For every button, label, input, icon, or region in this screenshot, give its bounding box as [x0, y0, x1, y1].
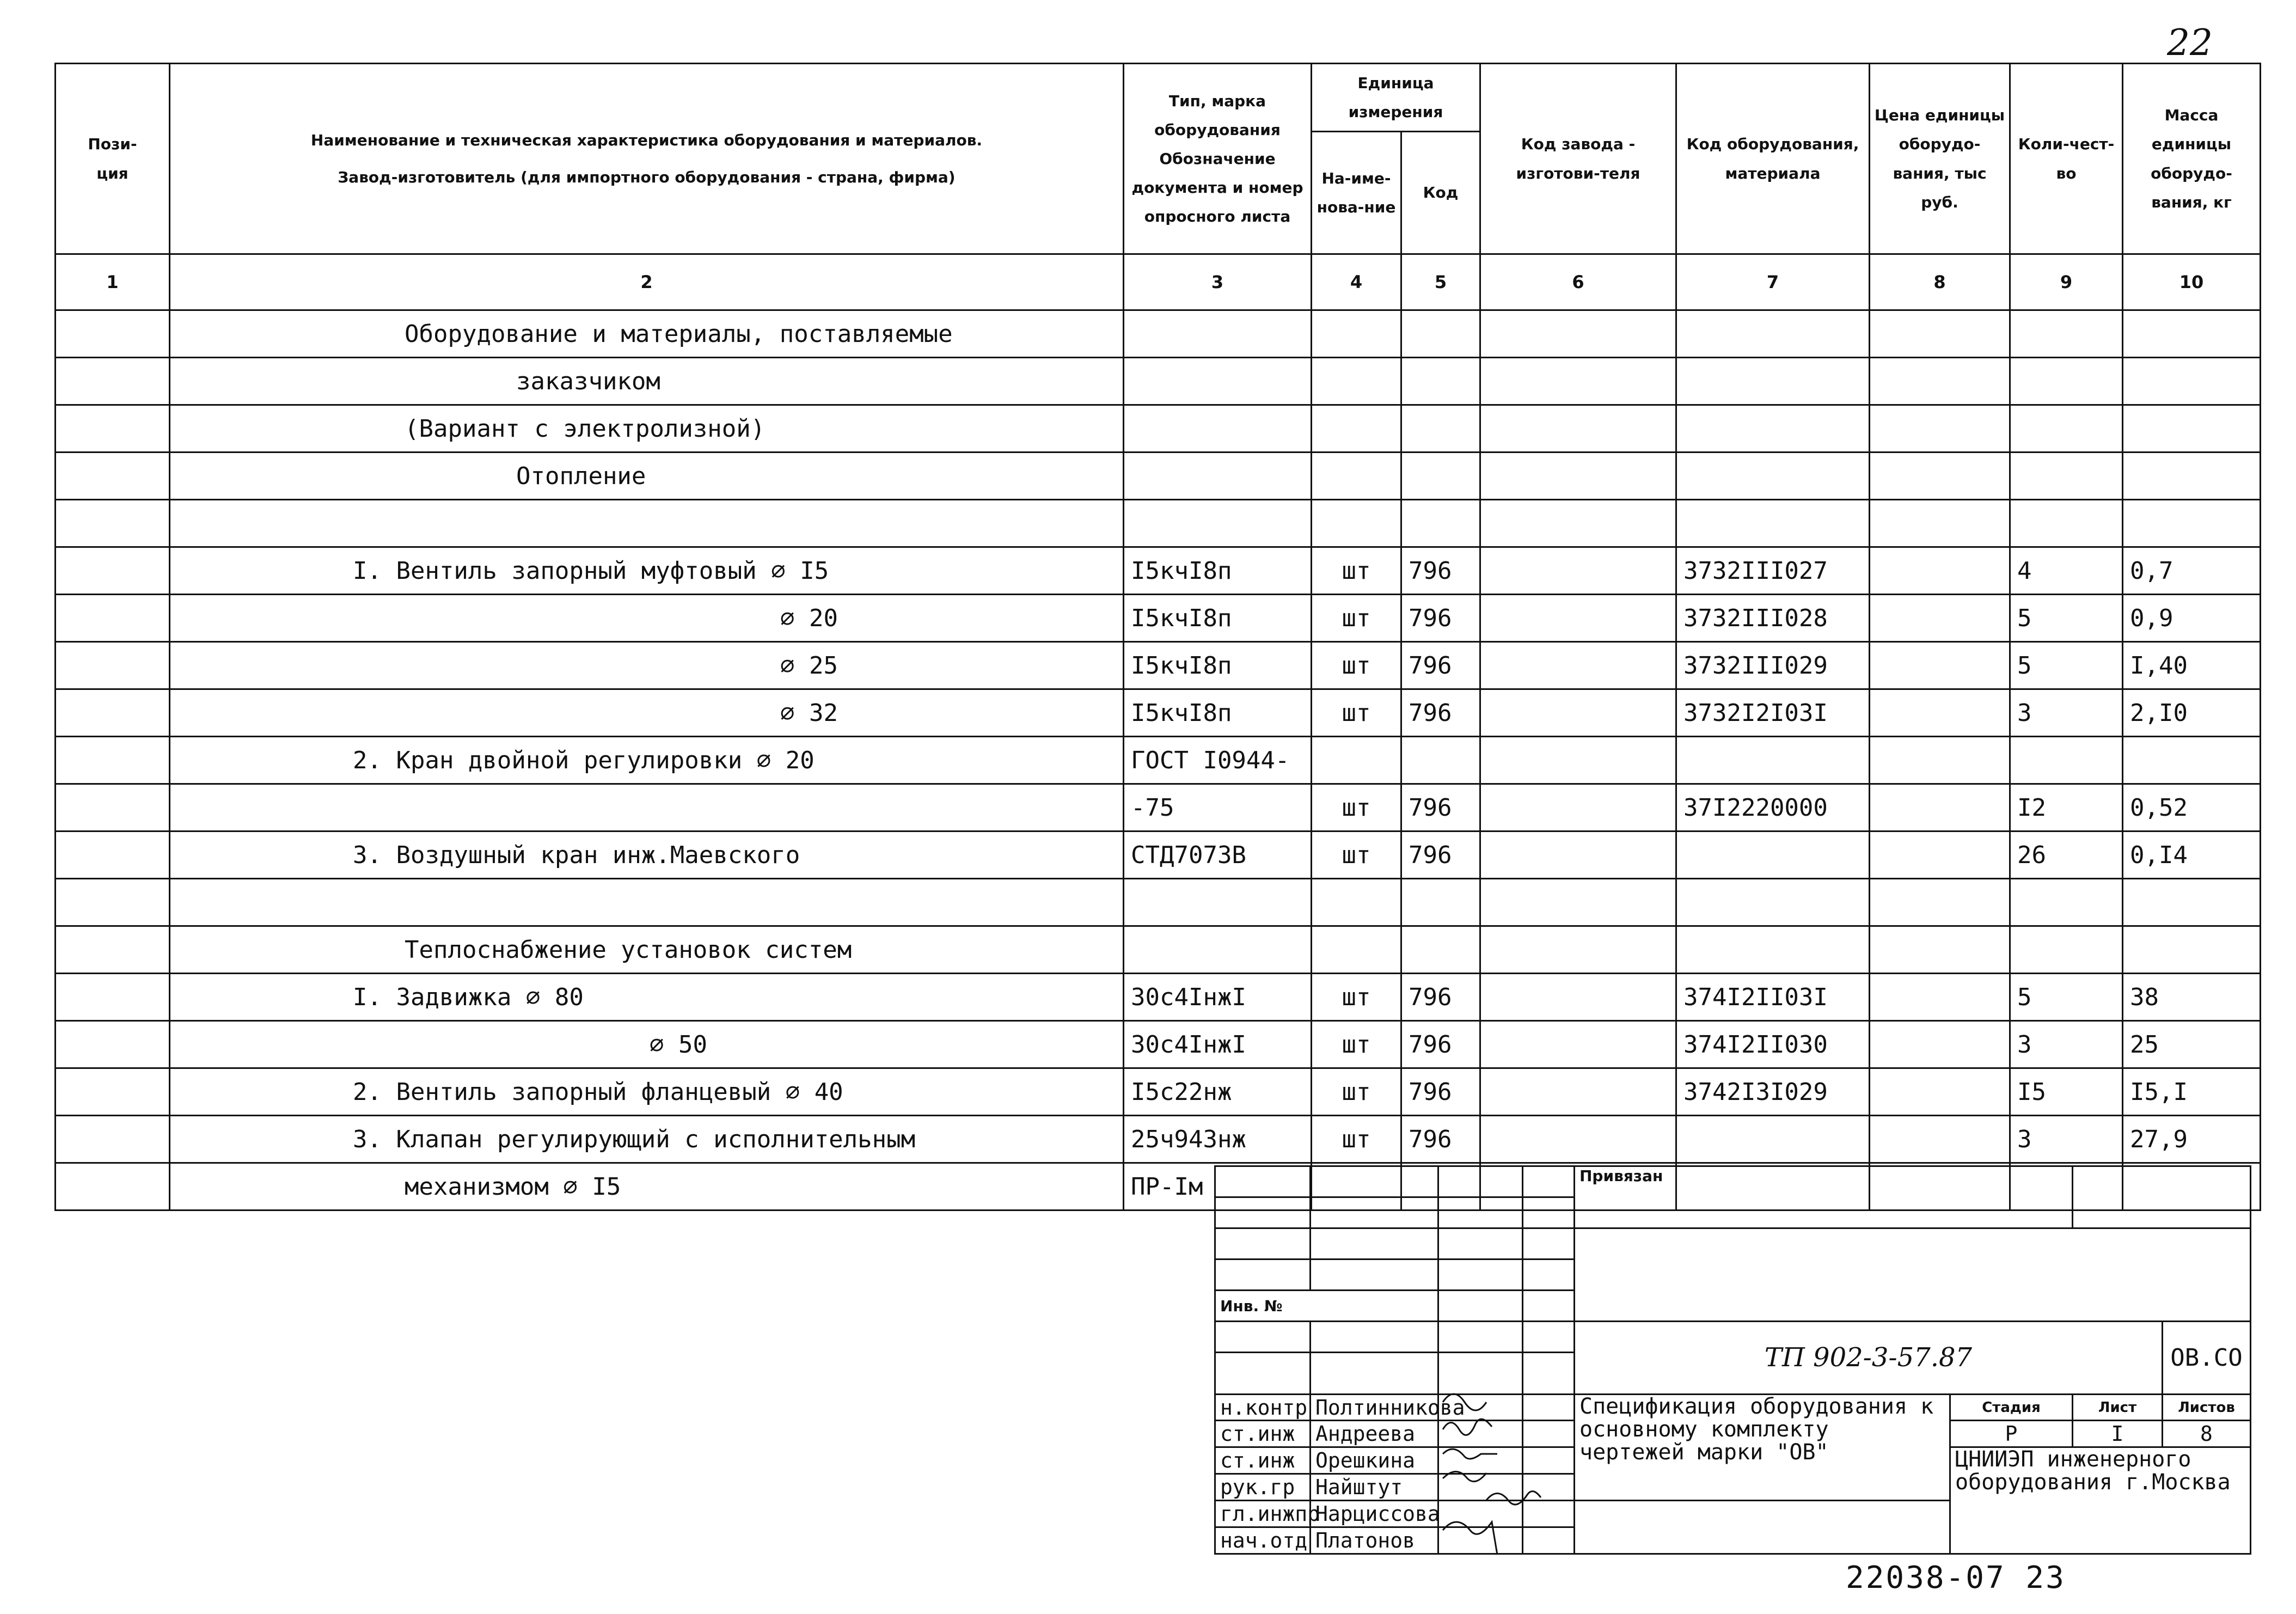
cell-col-10	[2123, 926, 2261, 974]
header-unit-code: Код	[1401, 132, 1480, 254]
cell-col-1	[56, 1068, 170, 1116]
cell-col-3	[1124, 926, 1312, 974]
cell-col-1	[56, 642, 170, 689]
cell-col-5	[1401, 310, 1480, 358]
cell-col-1	[56, 926, 170, 974]
page-number: 22	[2167, 22, 2213, 64]
stage-label: Стадия	[1950, 1394, 2073, 1421]
header-plant-code: Код завода - изготови-теля	[1480, 64, 1676, 254]
cell-col-7	[1676, 879, 1870, 926]
colnum-8: 8	[1870, 254, 2010, 310]
table-row	[56, 405, 2261, 453]
colnum-4: 4	[1312, 254, 1401, 310]
role-5: гл.инжпр	[1215, 1501, 1311, 1527]
cell-col-10: 0,52	[2123, 784, 2261, 832]
cell-col-5: 796	[1401, 595, 1480, 642]
cell-col-7	[1676, 1116, 1870, 1163]
cell-col-9	[2010, 500, 2123, 547]
specification-body	[56, 310, 2261, 1210]
document-mark: ОВ.СО	[2163, 1322, 2251, 1394]
cell-col-1	[56, 974, 170, 1021]
colnum-7: 7	[1676, 254, 1870, 310]
cell-col-7: 3732III027	[1676, 547, 1870, 595]
cell-col-10: 0,9	[2123, 595, 2261, 642]
cell-col-3: -75	[1124, 784, 1312, 832]
cell-col-1	[56, 1163, 170, 1210]
cell-col-7: 3732III028	[1676, 595, 1870, 642]
colnum-2: 2	[170, 254, 1124, 310]
cell-col-10	[2123, 310, 2261, 358]
cell-col-6	[1480, 453, 1676, 500]
cell-col-8	[1870, 547, 2010, 595]
cell-col-7: 3732I2I03I	[1676, 689, 1870, 737]
cell-col-9: 5	[2010, 595, 2123, 642]
sheet-value: I	[2073, 1421, 2163, 1447]
stage-value: Р	[1950, 1421, 2073, 1447]
cell-col-3: I5кчI8п	[1124, 595, 1312, 642]
sheets-label: Листов	[2163, 1394, 2251, 1421]
cell-col-1	[56, 737, 170, 784]
archive-number: 22038-07 23	[1846, 1560, 2066, 1595]
header-mass: Масса единицы оборудо-вания, кг	[2123, 64, 2261, 254]
cell-col-3: I5кчI8п	[1124, 689, 1312, 737]
cell-col-9	[2010, 926, 2123, 974]
cell-col-2: ∅ 50	[170, 1021, 1124, 1068]
cell-col-10	[2123, 453, 2261, 500]
cell-col-2	[170, 784, 1124, 832]
cell-col-4	[1312, 358, 1401, 405]
cell-col-3	[1124, 453, 1312, 500]
role-6: нач.отд	[1215, 1527, 1311, 1554]
cell-col-2: I. Задвижка ∅ 80	[170, 974, 1124, 1021]
document-code-text: ТП 902-3-57.87	[1764, 1342, 1973, 1373]
colnum-5: 5	[1401, 254, 1480, 310]
table-row	[56, 737, 2261, 784]
cell-col-5	[1401, 879, 1480, 926]
signature-mark-1	[1443, 1394, 1486, 1410]
cell-col-1	[56, 310, 170, 358]
cell-col-10: 38	[2123, 974, 2261, 1021]
name-6: Платонов	[1311, 1527, 1438, 1554]
cell-col-7: 374I2II030	[1676, 1021, 1870, 1068]
signature-mark-6	[1443, 1522, 1497, 1555]
header-position: Пози- ция	[56, 64, 170, 254]
name-2: Андреева	[1311, 1421, 1438, 1447]
name-1: Полтинникова	[1311, 1394, 1438, 1421]
cell-col-2: ∅ 32	[170, 689, 1124, 737]
cell-col-6	[1480, 547, 1676, 595]
name-3: Орешкина	[1311, 1447, 1438, 1474]
cell-col-9	[2010, 453, 2123, 500]
cell-col-6	[1480, 595, 1676, 642]
cell-col-6	[1480, 405, 1676, 453]
cell-col-8	[1870, 358, 2010, 405]
cell-col-6	[1480, 642, 1676, 689]
signature-mark-2	[1443, 1419, 1492, 1435]
cell-col-3: I5кчI8п	[1124, 547, 1312, 595]
name-5: Нарциссова	[1311, 1501, 1438, 1527]
cell-col-1	[56, 832, 170, 879]
cell-col-8	[1870, 500, 2010, 547]
cell-col-8	[1870, 642, 2010, 689]
cell-col-1	[56, 405, 170, 453]
cell-col-1	[56, 358, 170, 405]
cell-col-6	[1480, 879, 1676, 926]
table-row	[56, 358, 2261, 405]
cell-col-3: ПР-Iм	[1124, 1163, 1312, 1210]
cell-col-4: шт	[1312, 784, 1401, 832]
cell-col-3: 30с4IнжI	[1124, 974, 1312, 1021]
cell-col-9	[2010, 879, 2123, 926]
cell-col-8	[1870, 926, 2010, 974]
table-row	[56, 689, 2261, 737]
cell-col-7	[1676, 500, 1870, 547]
cell-col-10: I,40	[2123, 642, 2261, 689]
cell-col-2	[170, 879, 1124, 926]
table-row	[56, 926, 2261, 974]
table-row	[56, 547, 2261, 595]
cell-col-3: I5с22нж	[1124, 1068, 1312, 1116]
cell-col-10: I5,I	[2123, 1068, 2261, 1116]
role-2: ст.инж	[1215, 1421, 1311, 1447]
cell-col-9: 5	[2010, 974, 2123, 1021]
cell-col-9: 3	[2010, 1021, 2123, 1068]
cell-col-5	[1401, 405, 1480, 453]
table-row	[56, 1021, 2261, 1068]
cell-col-10: 27,9	[2123, 1116, 2261, 1163]
cell-col-1	[56, 784, 170, 832]
cell-col-4: шт	[1312, 689, 1401, 737]
table-row	[56, 1068, 2261, 1116]
cell-col-10	[2123, 405, 2261, 453]
cell-col-2: (Вариант с электролизной)	[170, 405, 1124, 453]
cell-col-4	[1312, 737, 1401, 784]
cell-col-7	[1676, 832, 1870, 879]
cell-col-2: 2. Кран двойной регулировки ∅ 20	[170, 737, 1124, 784]
cell-col-5: 796	[1401, 832, 1480, 879]
cell-col-9: I2	[2010, 784, 2123, 832]
document-code	[1575, 1322, 2163, 1394]
title-block	[1214, 1165, 2251, 1555]
cell-col-8	[1870, 832, 2010, 879]
table-row	[56, 310, 2261, 358]
cell-col-1	[56, 1021, 170, 1068]
cell-col-9: 3	[2010, 1116, 2123, 1163]
cell-col-4: шт	[1312, 595, 1401, 642]
cell-col-4: шт	[1312, 642, 1401, 689]
cell-col-1	[56, 595, 170, 642]
cell-col-2: Теплоснабжение установок систем	[170, 926, 1124, 974]
cell-col-5	[1401, 926, 1480, 974]
cell-col-7: 37I2220000	[1676, 784, 1870, 832]
cell-col-3	[1124, 310, 1312, 358]
table-row	[56, 642, 2261, 689]
cell-col-10: 2,I0	[2123, 689, 2261, 737]
table-row	[56, 879, 2261, 926]
header-price: Цена единицы оборудо-вания, тыс руб.	[1870, 64, 2010, 254]
cell-col-3: 30с4IнжI	[1124, 1021, 1312, 1068]
cell-col-9: 26	[2010, 832, 2123, 879]
cell-col-5: 796	[1401, 1021, 1480, 1068]
header-unit: Единица измерения	[1312, 64, 1480, 132]
cell-col-8	[1870, 1068, 2010, 1116]
cell-col-7	[1676, 926, 1870, 974]
table-row	[56, 500, 2261, 547]
signature-mark-3	[1443, 1449, 1497, 1459]
cell-col-5: 796	[1401, 1068, 1480, 1116]
cell-col-3: I5кчI8п	[1124, 642, 1312, 689]
cell-col-10: 25	[2123, 1021, 2261, 1068]
cell-col-6	[1480, 974, 1676, 1021]
cell-col-7: 374I2II03I	[1676, 974, 1870, 1021]
cell-col-8	[1870, 879, 2010, 926]
header-unit-name: На-име-нова-ние	[1312, 132, 1401, 254]
cell-col-6	[1480, 310, 1676, 358]
cell-col-7	[1676, 405, 1870, 453]
role-1: н.контр	[1215, 1394, 1311, 1421]
cell-col-8	[1870, 1116, 2010, 1163]
cell-col-8	[1870, 737, 2010, 784]
cell-col-6	[1480, 1068, 1676, 1116]
cell-col-2: I. Вентиль запорный муфтовый ∅ I5	[170, 547, 1124, 595]
cell-col-2: Отопление	[170, 453, 1124, 500]
cell-col-2: ∅ 25	[170, 642, 1124, 689]
cell-col-9: 4	[2010, 547, 2123, 595]
cell-col-7: 3732III029	[1676, 642, 1870, 689]
colnum-3: 3	[1124, 254, 1312, 310]
header-equipment-code: Код оборудования, материала	[1676, 64, 1870, 254]
header-quantity: Коли-чест-во	[2010, 64, 2123, 254]
colnum-9: 9	[2010, 254, 2123, 310]
sheet-label: Лист	[2073, 1394, 2163, 1421]
cell-col-5: 796	[1401, 547, 1480, 595]
cell-col-4	[1312, 500, 1401, 547]
cell-col-1	[56, 1116, 170, 1163]
cell-col-5	[1401, 500, 1480, 547]
cell-col-4: шт	[1312, 1116, 1401, 1163]
cell-col-9: 5	[2010, 642, 2123, 689]
table-row	[56, 453, 2261, 500]
cell-col-6	[1480, 358, 1676, 405]
colnum-6: 6	[1480, 254, 1676, 310]
colnum-10: 10	[2123, 254, 2261, 310]
cell-col-1	[56, 547, 170, 595]
sheets-value: 8	[2163, 1421, 2251, 1447]
cell-col-9	[2010, 358, 2123, 405]
cell-col-2: механизмом ∅ I5	[170, 1163, 1124, 1210]
cell-col-8	[1870, 310, 2010, 358]
cell-col-10	[2123, 879, 2261, 926]
cell-col-6	[1480, 689, 1676, 737]
cell-col-4: шт	[1312, 832, 1401, 879]
table-row	[56, 1116, 2261, 1163]
colnum-1: 1	[56, 254, 170, 310]
cell-col-3	[1124, 500, 1312, 547]
cell-col-10: 0,I4	[2123, 832, 2261, 879]
organization: ЦНИИЭП инженерного оборудования г.Москва	[1950, 1447, 2251, 1554]
header-type: Тип, марка оборудования Обозначение документа и номер опросного листа	[1124, 64, 1312, 254]
cell-col-10	[2123, 500, 2261, 547]
document-title: Спецификация оборудования к основному комплекту чертежей марки "ОВ"	[1575, 1394, 1950, 1501]
cell-col-3	[1124, 879, 1312, 926]
header-name	[170, 64, 1124, 254]
cell-col-8	[1870, 453, 2010, 500]
cell-col-4	[1312, 879, 1401, 926]
role-3: ст.инж	[1215, 1447, 1311, 1474]
privyazan-label: Привязан	[1575, 1166, 2073, 1228]
header-name-line1: Наименование и техническая характеристика оборудования и материалов.	[310, 131, 983, 150]
cell-col-5: 796	[1401, 974, 1480, 1021]
name-4: Найштут	[1311, 1474, 1438, 1501]
cell-col-9: I5	[2010, 1068, 2123, 1116]
cell-col-8	[1870, 784, 2010, 832]
cell-col-5: 796	[1401, 689, 1480, 737]
cell-col-2	[170, 500, 1124, 547]
cell-col-3	[1124, 405, 1312, 453]
cell-col-8	[1870, 595, 2010, 642]
header-name-line2: Завод-изготовитель (для импортного оборудования - страна, фирма)	[338, 168, 956, 186]
cell-col-4	[1312, 926, 1401, 974]
cell-col-10	[2123, 358, 2261, 405]
cell-col-1	[56, 879, 170, 926]
cell-col-3: СТД7073В	[1124, 832, 1312, 879]
cell-col-7	[1676, 737, 1870, 784]
cell-col-4: шт	[1312, 1021, 1401, 1068]
cell-col-10: 0,7	[2123, 547, 2261, 595]
cell-col-4	[1312, 453, 1401, 500]
cell-col-2: заказчиком	[170, 358, 1124, 405]
table-row	[56, 832, 2261, 879]
cell-col-2: Оборудование и материалы, поставляемые	[170, 310, 1124, 358]
table-row	[56, 595, 2261, 642]
cell-col-10	[2123, 737, 2261, 784]
cell-col-2: ∅ 20	[170, 595, 1124, 642]
cell-col-9	[2010, 737, 2123, 784]
cell-col-4	[1312, 310, 1401, 358]
cell-col-7: 3742I3I029	[1676, 1068, 1870, 1116]
cell-col-6	[1480, 832, 1676, 879]
signature-mark-4	[1443, 1472, 1486, 1482]
cell-col-6	[1480, 1116, 1676, 1163]
cell-col-5: 796	[1401, 784, 1480, 832]
cell-col-4: шт	[1312, 1068, 1401, 1116]
table-row	[56, 784, 2261, 832]
cell-col-7	[1676, 453, 1870, 500]
table-row	[56, 974, 2261, 1021]
cell-col-3	[1124, 358, 1312, 405]
cell-col-6	[1480, 1021, 1676, 1068]
specification-table	[54, 63, 2261, 1211]
cell-col-9	[2010, 310, 2123, 358]
cell-col-8	[1870, 405, 2010, 453]
cell-col-8	[1870, 974, 2010, 1021]
signatures	[1437, 1386, 1579, 1566]
cell-col-5	[1401, 453, 1480, 500]
cell-col-4	[1312, 405, 1401, 453]
inventory-label: Инв. №	[1215, 1291, 1438, 1322]
cell-col-2: 3. Клапан регулирующий с исполнительным	[170, 1116, 1124, 1163]
cell-col-1	[56, 689, 170, 737]
cell-col-5	[1401, 737, 1480, 784]
cell-col-6	[1480, 500, 1676, 547]
cell-col-1	[56, 453, 170, 500]
cell-col-3: ГОСТ I0944-	[1124, 737, 1312, 784]
cell-col-2: 2. Вентиль запорный фланцевый ∅ 40	[170, 1068, 1124, 1116]
cell-col-7	[1676, 310, 1870, 358]
signature-mark-5	[1486, 1491, 1541, 1505]
cell-col-3: 25ч943нж	[1124, 1116, 1312, 1163]
cell-col-6	[1480, 926, 1676, 974]
role-4: рук.гр	[1215, 1474, 1311, 1501]
cell-col-5: 796	[1401, 1116, 1480, 1163]
cell-col-4: шт	[1312, 974, 1401, 1021]
cell-col-8	[1870, 1021, 2010, 1068]
cell-col-2: 3. Воздушный кран инж.Маевского	[170, 832, 1124, 879]
cell-col-6	[1480, 784, 1676, 832]
cell-col-7	[1676, 358, 1870, 405]
cell-col-5: 796	[1401, 642, 1480, 689]
cell-col-6	[1480, 737, 1676, 784]
cell-col-9	[2010, 405, 2123, 453]
cell-col-4: шт	[1312, 547, 1401, 595]
cell-col-9: 3	[2010, 689, 2123, 737]
cell-col-5	[1401, 358, 1480, 405]
cell-col-8	[1870, 689, 2010, 737]
cell-col-1	[56, 500, 170, 547]
